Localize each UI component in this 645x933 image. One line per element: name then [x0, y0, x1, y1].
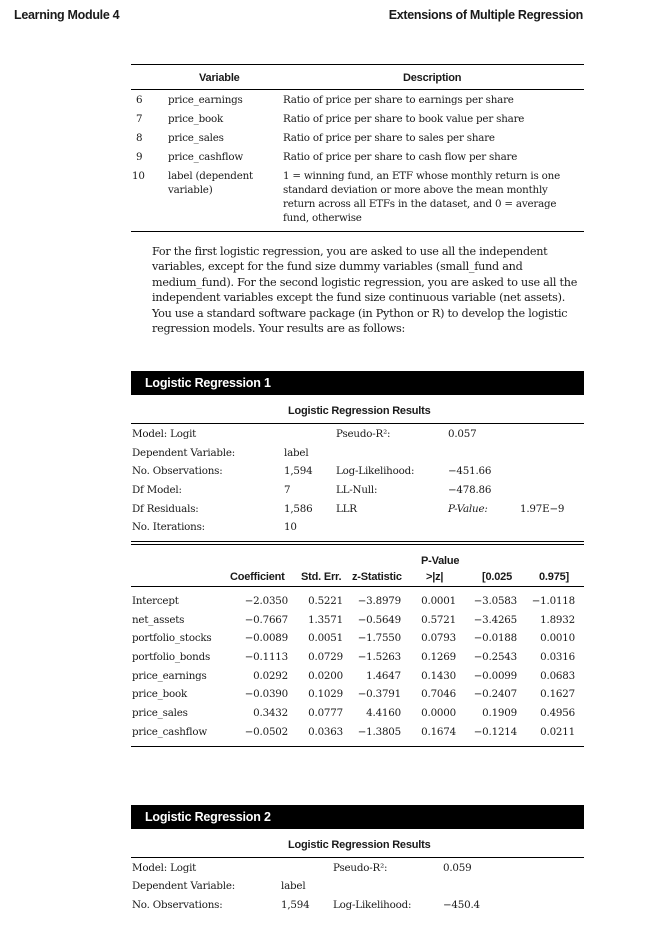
- pseudo-r2-label: Pseudo-R²:: [336, 428, 391, 440]
- ci-lower-header: [0.025: [482, 571, 512, 583]
- ci-lower-value: −0.2543: [473, 651, 517, 663]
- observations-value: 1,594: [284, 465, 313, 477]
- coefficient-value: −0.1113: [244, 651, 288, 663]
- ci-lower-value: −0.0099: [473, 670, 517, 682]
- p-value-value: 0.1269: [421, 651, 456, 663]
- ci-upper-value: 0.0211: [540, 726, 575, 738]
- variable-description: Ratio of price per share to sales per share: [283, 132, 495, 144]
- term-name: portfolio_bonds: [132, 651, 211, 663]
- term-name: price_book: [132, 688, 188, 700]
- variable-name: label (dependent variable): [168, 170, 253, 196]
- regression1-title-bar: Logistic Regression 1: [131, 371, 584, 395]
- z-statistic-value: −3.8979: [357, 595, 401, 607]
- p-value-value: 0.0793: [421, 632, 456, 644]
- dependent-variable-value: label: [284, 447, 309, 459]
- variable-number: 8: [136, 132, 143, 144]
- log-likelihood-label: Log-Likelihood:: [333, 899, 412, 911]
- instructions-paragraph: For the first logistic regression, you are asked to use all the independent variables, except for the fund size dummy variables (small_fund and medium_fund). For the second logistic regression, you are asked to use all the independent variables except the fund size continuous variable (net assets).: [152, 245, 578, 305]
- dependent-variable-label: Dependent Variable:: [132, 447, 236, 459]
- ci-upper-value: 0.0010: [540, 632, 575, 644]
- regression2-results-title: Logistic Regression Results: [288, 839, 431, 851]
- coefficient-value: −0.0089: [244, 632, 288, 644]
- model-label: Model: Logit: [132, 428, 197, 440]
- iterations-value: 10: [284, 521, 297, 533]
- p-value-header-bottom: >|z|: [426, 571, 444, 583]
- df-model-label: Df Model:: [132, 484, 182, 496]
- chapter-title: Extensions of Multiple Regression: [388, 8, 583, 22]
- p-value-value: 0.0001: [421, 595, 456, 607]
- p-value-value: 0.1430: [421, 670, 456, 682]
- ll-null-label: LL-Null:: [336, 484, 378, 496]
- ci-lower-value: −0.2407: [473, 688, 517, 700]
- variable-name: price_sales: [168, 132, 224, 144]
- log-likelihood-value: −451.66: [448, 465, 492, 477]
- observations-label: No. Observations:: [132, 899, 223, 911]
- variable-description: 1 = winning fund, an ETF whose monthly return is one standard deviation or more above the mean monthly return across all ETFs in the dataset, and 0 = average fund, otherwise: [283, 170, 560, 224]
- p-value-value: 0.5721: [421, 614, 456, 626]
- df-residuals-value: 1,586: [284, 503, 313, 515]
- std-err-value: 0.1029: [308, 688, 343, 700]
- term-name: portfolio_stocks: [132, 632, 212, 644]
- z-statistic-value: −1.5263: [357, 651, 401, 663]
- variable-number: 9: [136, 151, 143, 163]
- variable-name: price_cashflow: [168, 151, 243, 163]
- coefficient-value: −0.0390: [244, 688, 288, 700]
- term-name: price_sales: [132, 707, 188, 719]
- z-statistic-value: −0.3791: [357, 688, 401, 700]
- regression2-title-bar: Logistic Regression 2: [131, 805, 584, 829]
- col-header-variable: Variable: [199, 72, 240, 84]
- coefficient-value: 0.0292: [253, 670, 288, 682]
- df-model-value: 7: [284, 484, 291, 496]
- std-err-value: 1.3571: [308, 614, 343, 626]
- z-statistic-value: −0.5649: [357, 614, 401, 626]
- p-value-value: 0.1674: [421, 726, 456, 738]
- std-err-value: 0.0051: [308, 632, 343, 644]
- ci-upper-value: 0.4956: [540, 707, 575, 719]
- observations-value: 1,594: [281, 899, 310, 911]
- term-name: price_cashflow: [132, 726, 207, 738]
- std-err-value: 0.0200: [308, 670, 343, 682]
- coefficient-value: −0.7667: [244, 614, 288, 626]
- z-statistic-header: z-Statistic: [352, 571, 402, 583]
- coefficient-header: Coefficient: [230, 571, 285, 583]
- variable-description: Ratio of price per share to book value per share: [283, 113, 525, 125]
- ci-lower-value: −0.1214: [473, 726, 517, 738]
- std-err-value: 0.0777: [308, 707, 343, 719]
- p-value-value: 1.97E−9: [520, 503, 565, 515]
- variable-description: Ratio of price per share to earnings per share: [283, 94, 514, 106]
- df-residuals-label: Df Residuals:: [132, 503, 199, 515]
- ci-lower-value: −0.0188: [473, 632, 517, 644]
- software-paragraph: You use a standard software package (in Python or R) to develop the logistic regression models. Your results are as follows:: [152, 307, 568, 336]
- observations-label: No. Observations:: [132, 465, 223, 477]
- ci-upper-value: 1.8932: [540, 614, 575, 626]
- ci-upper-value: 0.1627: [540, 688, 575, 700]
- z-statistic-value: −1.7550: [357, 632, 401, 644]
- regression1-results-title: Logistic Regression Results: [288, 405, 431, 417]
- variable-name: price_earnings: [168, 94, 243, 106]
- ci-upper-value: 0.0316: [540, 651, 575, 663]
- module-label: Learning Module 4: [14, 8, 120, 22]
- ci-upper-value: 0.0683: [540, 670, 575, 682]
- ll-null-value: −478.86: [448, 484, 492, 496]
- std-err-header: Std. Err.: [301, 571, 342, 583]
- std-err-value: 0.5221: [308, 595, 343, 607]
- term-name: Intercept: [132, 595, 179, 607]
- p-value-label: P-Value:: [448, 503, 488, 515]
- pseudo-r2-label: Pseudo-R²:: [333, 862, 388, 874]
- ci-lower-value: 0.1909: [482, 707, 517, 719]
- pseudo-r2-value: 0.059: [443, 862, 472, 874]
- coefficient-value: −2.0350: [244, 595, 288, 607]
- std-err-value: 0.0363: [308, 726, 343, 738]
- model-label: Model: Logit: [132, 862, 197, 874]
- ci-lower-value: −3.4265: [473, 614, 517, 626]
- p-value-value: 0.7046: [421, 688, 456, 700]
- dependent-variable-label: Dependent Variable:: [132, 880, 236, 892]
- std-err-value: 0.0729: [308, 651, 343, 663]
- z-statistic-value: 1.4647: [366, 670, 401, 682]
- pseudo-r2-value: 0.057: [448, 428, 477, 440]
- col-header-description: Description: [403, 72, 462, 84]
- log-likelihood-label: Log-Likelihood:: [336, 465, 415, 477]
- variable-number: 10: [132, 170, 145, 182]
- term-name: net_assets: [132, 614, 185, 626]
- llr-label: LLR: [336, 503, 357, 515]
- coefficient-value: −0.0502: [244, 726, 288, 738]
- z-statistic-value: 4.4160: [366, 707, 401, 719]
- z-statistic-value: −1.3805: [357, 726, 401, 738]
- ci-upper-value: −1.0118: [531, 595, 575, 607]
- variable-name: price_book: [168, 113, 224, 125]
- ci-lower-value: −3.0583: [473, 595, 517, 607]
- variable-number: 6: [136, 94, 143, 106]
- p-value-header-top: P-Value: [421, 555, 460, 567]
- term-name: price_earnings: [132, 670, 207, 682]
- p-value-value: 0.0000: [421, 707, 456, 719]
- coefficient-value: 0.3432: [253, 707, 288, 719]
- dependent-variable-value: label: [281, 880, 306, 892]
- variable-number: 7: [136, 113, 143, 125]
- iterations-label: No. Iterations:: [132, 521, 205, 533]
- ci-upper-header: 0.975]: [539, 571, 569, 583]
- log-likelihood-value: −450.4: [443, 899, 480, 911]
- variable-description: Ratio of price per share to cash flow per share: [283, 151, 518, 163]
